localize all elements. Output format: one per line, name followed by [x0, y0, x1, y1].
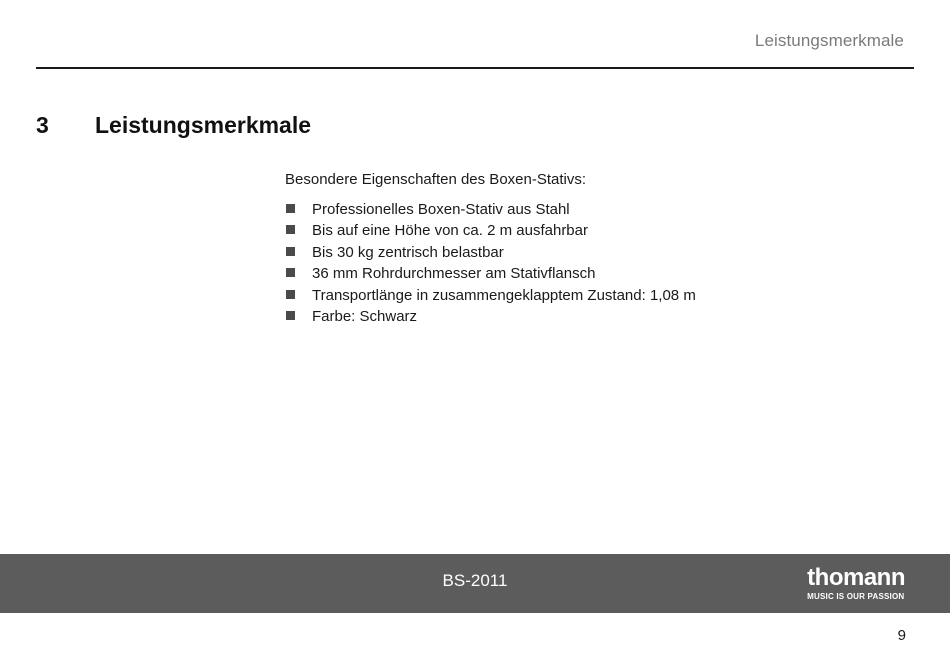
- header-divider: [36, 67, 914, 69]
- list-item-text: Transportlänge in zusammengeklapptem Zustand: 1,08 m: [312, 286, 696, 304]
- list-item: [285, 242, 696, 263]
- list-item: [285, 285, 696, 306]
- page-number: 9: [897, 627, 906, 644]
- content-section: [285, 170, 696, 327]
- logo-brand: thomann: [807, 564, 905, 591]
- list-item-text: Bis 30 kg zentrisch belastbar: [312, 243, 504, 261]
- list-item-text: Bis auf eine Höhe von ca. 2 m ausfahrbar: [312, 222, 588, 240]
- list-item: [285, 263, 696, 284]
- square-bullet-icon: [286, 247, 295, 256]
- intro-text: Besondere Eigenschaften des Boxen-Stativs:: [285, 171, 587, 188]
- square-bullet-icon: [286, 290, 295, 299]
- square-bullet-icon: [286, 225, 295, 234]
- list-item: [285, 220, 696, 241]
- square-bullet-icon: [286, 268, 295, 277]
- feature-list: [285, 199, 696, 327]
- thomann-logo: [807, 566, 905, 601]
- logo-slogan: MUSIC IS OUR PASSION: [807, 592, 905, 601]
- list-item: [285, 199, 696, 220]
- list-item: [285, 306, 696, 327]
- list-item-text: Professionelles Boxen-Stativ aus Stahl: [312, 201, 570, 218]
- footer-bar: [0, 554, 950, 613]
- chapter-number: 3: [36, 112, 49, 138]
- chapter-heading: [36, 112, 311, 139]
- square-bullet-icon: [286, 204, 295, 213]
- chapter-title: Leistungsmerkmale: [95, 112, 312, 138]
- model-name: BS-2011: [442, 571, 508, 590]
- list-item-text: 36 mm Rohrdurchmesser am Stativflansch: [312, 265, 596, 283]
- list-item-text: Farbe: Schwarz: [312, 307, 418, 325]
- square-bullet-icon: [286, 311, 295, 320]
- page-header-title: Leistungsmerkmale: [754, 31, 904, 50]
